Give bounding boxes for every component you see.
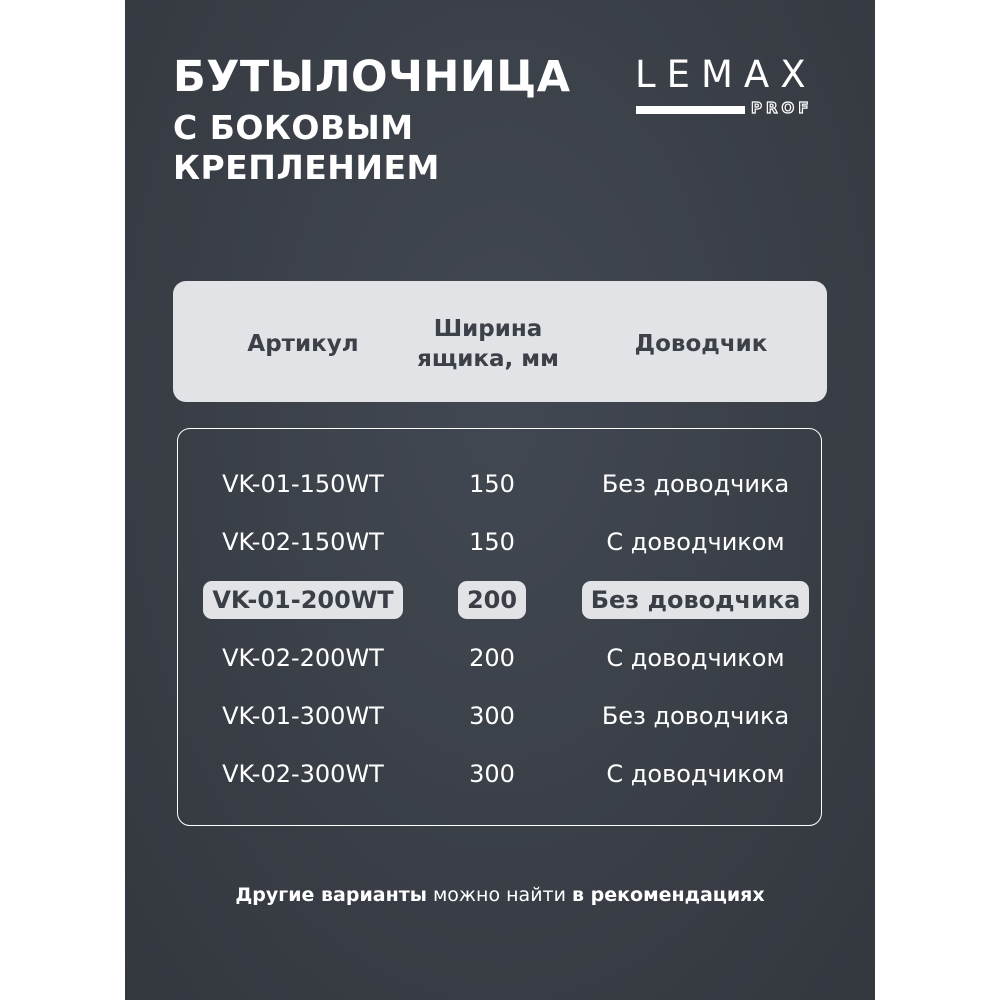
cell-closer: Без доводчика [601,702,790,730]
cell-closer: Без доводчика [582,581,810,619]
header-width: Ширина ящика, мм [417,316,559,372]
cell-closer: С доводчиком [606,528,785,556]
cell-article: VK-02-300WT [222,760,384,788]
title-line-2: С БОКОВЫМ [173,108,414,147]
cell-closer: Без доводчика [601,470,790,498]
cell-width: 150 [469,528,515,556]
brand-underline-bar [636,106,745,114]
table-row [178,522,821,562]
cell-article: VK-02-200WT [222,644,384,672]
brand-logo [635,55,830,125]
cell-width: 300 [469,702,515,730]
cell-article: VK-02-150WT [222,528,384,556]
table-body [177,428,822,826]
table-row [178,754,821,794]
cell-closer: С доводчиком [606,760,785,788]
cell-article: VK-01-300WT [222,702,384,730]
title-line-1: БУТЫЛОЧНИЦА [173,52,571,102]
header-article: Артикул [247,331,359,357]
cell-article: VK-01-150WT [222,470,384,498]
brand-sub: PROF [751,99,813,117]
table-row-highlighted [178,580,821,620]
brand-name: LEMAX [635,53,817,96]
table-row [178,638,821,678]
footer-regular: можно найти [426,884,572,906]
cell-article: VK-01-200WT [203,581,402,619]
page-title [173,52,570,188]
table-row [178,464,821,504]
table-row [178,696,821,736]
footer-bold-2: в рекомендациях [572,884,765,906]
footer-note [125,884,875,906]
title-line-3: КРЕПЛЕНИЕМ [173,148,440,187]
product-card [125,0,875,1000]
header-closer: Доводчик [634,331,768,357]
cell-closer: С доводчиком [606,644,785,672]
cell-width: 200 [458,581,526,619]
cell-width: 200 [469,644,515,672]
cell-width: 300 [469,760,515,788]
cell-width: 150 [469,470,515,498]
footer-bold-1: Другие варианты [235,884,427,906]
table-header [173,281,827,402]
